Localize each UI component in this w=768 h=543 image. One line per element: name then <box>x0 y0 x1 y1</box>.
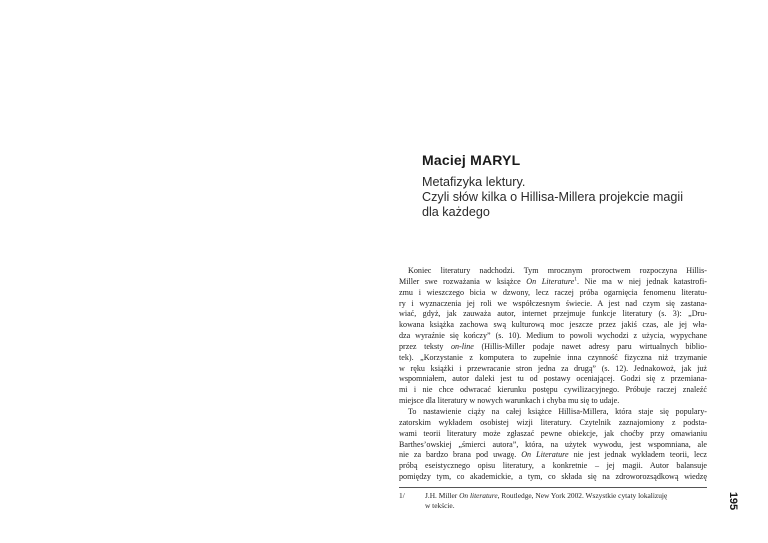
book-title: On literature <box>459 491 498 500</box>
book-title: On Literature <box>526 276 575 286</box>
body-line: miejsce dla literatury w nowych warunkach i chyba mu się to udaje. <box>399 396 620 406</box>
footnote-divider <box>399 487 707 488</box>
body-line: zatorskim wykładem osobistej wizji literatury. Czytelnik zaznajomiony z podsta- <box>399 417 707 427</box>
article-title <box>422 175 722 220</box>
footnote-text: J.H. Miller On literature, Routledge, New York 2002. Wszystkie cytaty lokalizuję w tekście. <box>425 491 668 510</box>
body-line: w ręku książki i przewracanie stron jedna za drugą” (s. 12). Jednakowoż, jak już <box>399 363 707 373</box>
article-author: Maciej MARYL <box>422 152 521 168</box>
body-line: nie za bardzo brana pod uwagę. On Literature nie jest jednak wykładem teorii, lecz <box>399 450 708 460</box>
title-line: dla każdego <box>422 205 490 219</box>
body-line: zmu i wieszczego bicia w dzwony, lecz raczej próba ogarnięcia fenomenu literatu- <box>399 287 707 297</box>
body-line: Koniec literatury nadchodzi. Tym mrocznym proroctwem rozpoczyna Hillis- <box>408 266 707 275</box>
body-line: To nastawienie ciąży na całej książce Hillisa-Millera, która staje się populary- <box>408 406 707 416</box>
footnote-mark: 1/ <box>399 491 405 500</box>
footnote-ref: 1 <box>574 276 578 283</box>
body-line: Miller swe rozważania w książce On Literature$^1$. Nie ma w niej jednak katastrofi- <box>399 276 707 286</box>
body-line: wami teorii literatury może zgłaszać pewne obiekcje, jak choćby przy omawianiu <box>399 428 707 438</box>
title-line: Czyli słów kilka o Hillisa-Millera projekcie magii <box>422 190 684 204</box>
body-line: przez teksty on-line (Hillis-Miller podaje nawet adresy paru wirtualnych biblio- <box>399 341 707 351</box>
title-line: Metafizyka lektury. <box>422 175 526 189</box>
page-number: 195 <box>727 491 739 511</box>
body-line: próbą eseistycznego opisu literatury, a konkretnie – jej magii. Autor balansuje <box>399 461 707 471</box>
body-line: dza wyraźnie się kończy” (s. 10). Medium to powoli wychodzi z użycia, wypychane <box>399 331 707 341</box>
italic-term: on-line <box>450 341 474 351</box>
body-line: wiać, gdyż, jak zauważa autor, internet przejmuje funkcje literatury (s. 3): „Dru- <box>399 309 707 319</box>
body-line: pomiędzy tym, co akademickie, a tym, co składa się na zdroworozsądkową wiedzę <box>399 472 707 482</box>
body-line: ry i wyznaczenia jej roli we współczesnym świecie. A jest nad czym się zastana- <box>399 298 707 308</box>
body-line: kowana książka zachowa swą kulturową moc jeszcze przez jakiś czas, ale jej wła- <box>399 320 707 330</box>
body-text <box>399 266 707 483</box>
footnote <box>399 491 707 511</box>
book-title: On Literature <box>521 450 569 460</box>
body-line: wspomniałem, autor daleki jest tu od postawy oceniającej. Godzi się z przemiana- <box>399 374 707 384</box>
body-line: tek). „Korzystanie z komputera to zupełnie inna czynność fizyczna niż trzymanie <box>399 352 707 362</box>
body-line: mi i nie chce odwracać kierunku postępu cywilizacyjnego. Próbuje raczej znaleźć <box>399 385 707 395</box>
body-line: Barthes’owskiej „śmierci autora”, która, na użytek wywodu, jest wspomniana, ale <box>399 439 707 449</box>
